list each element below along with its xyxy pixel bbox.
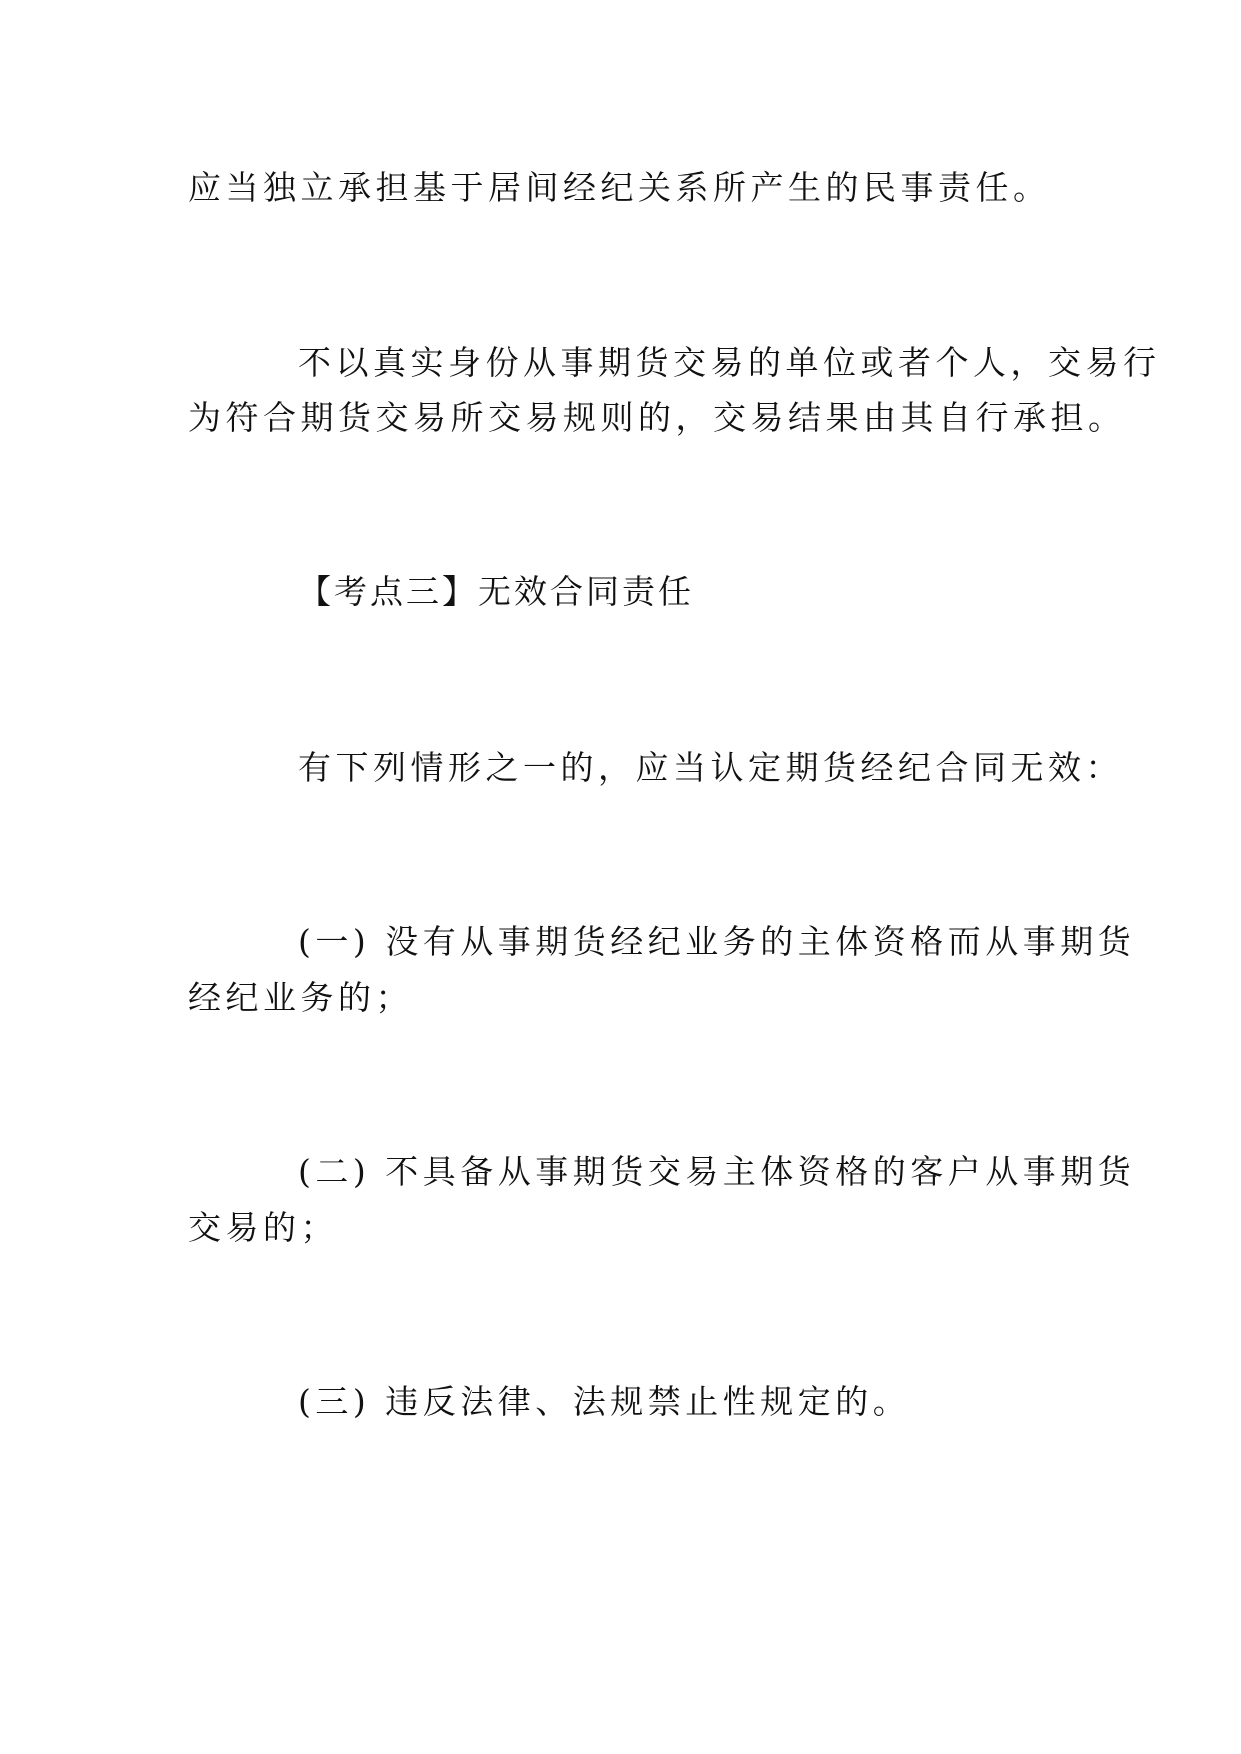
list-item-3: (三) 违反法律、法规禁止性规定的。 xyxy=(298,1382,911,1421)
section-heading: 【考点三】无效合同责任 xyxy=(298,572,694,611)
paragraph-line-5: 有下列情形之一的，应当认定期货经纪合同无效： xyxy=(298,748,1123,787)
paragraph-line-2: 不以真实身份从事期货交易的单位或者个人，交易行 xyxy=(298,343,1161,382)
paragraph-line-1: 应当独立承担基于居间经纪关系所产生的民事责任。 xyxy=(188,168,1051,207)
list-item-2-line-1: (二) 不具备从事期货交易主体资格的客户从事期货 xyxy=(298,1152,1136,1191)
paragraph-line-3: 为符合期货交易所交易规则的，交易结果由其自行承担。 xyxy=(188,398,1126,437)
list-item-1-line-2: 经纪业务的； xyxy=(188,978,413,1017)
list-item-1-line-1: (一) 没有从事期货经纪业务的主体资格而从事期货 xyxy=(298,922,1136,961)
list-item-2-line-2: 交易的； xyxy=(188,1208,338,1247)
